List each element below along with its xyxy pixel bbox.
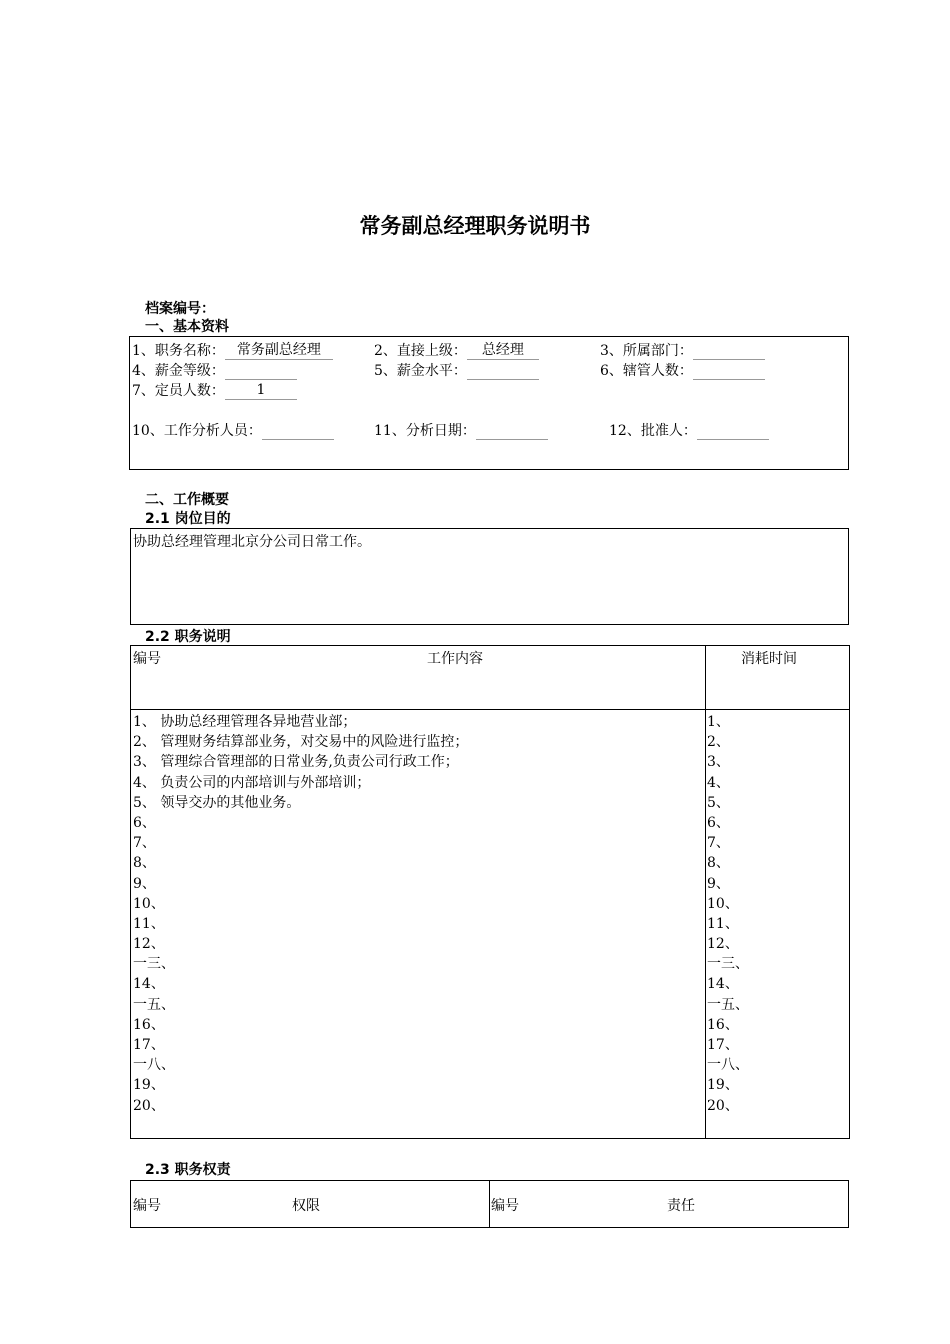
duty-time-item: 5、 xyxy=(707,794,730,811)
duty-time-item: 9、 xyxy=(707,875,730,892)
file-number-label: 档案编号： xyxy=(145,301,215,317)
duties-table xyxy=(130,645,850,1139)
duty-item: 9、 xyxy=(133,875,156,892)
duty-time-item: 16、 xyxy=(707,1016,739,1033)
subordinates-count-value[interactable] xyxy=(693,361,765,380)
approver-field xyxy=(609,421,769,440)
duty-item: 2、 管理财务结算部业务，对交易中的风险进行监控； xyxy=(133,734,469,751)
duty-time-item: 7、 xyxy=(707,835,730,852)
direct-superior-label: 2、直接上级： xyxy=(374,343,467,359)
duty-item: 一八、 xyxy=(133,1057,175,1074)
duty-time-item: 6、 xyxy=(707,814,730,831)
approver-value[interactable] xyxy=(697,421,769,440)
duty-time-item: 12、 xyxy=(707,936,739,953)
rights-col-no1-header: 编号 xyxy=(133,1198,161,1214)
duty-item: 12、 xyxy=(133,936,165,953)
duty-item: 11、 xyxy=(133,915,165,932)
job-title-field xyxy=(132,341,333,360)
duty-time-item: 14、 xyxy=(707,976,739,993)
rights-col-authority-header: 权限 xyxy=(292,1198,320,1214)
salary-level-value[interactable] xyxy=(467,361,539,380)
duty-item: 8、 xyxy=(133,855,156,872)
duty-item: 14、 xyxy=(133,976,165,993)
duty-time-item: 1、 xyxy=(707,714,730,730)
approver-label: 12、批准人： xyxy=(609,423,697,439)
analysis-date-value[interactable] xyxy=(476,421,548,440)
duties-heading: 2.2 职务说明 xyxy=(145,629,231,645)
job-purpose-text: 协助总经理管理北京分公司日常工作。 xyxy=(133,534,371,550)
duty-time-item: 17、 xyxy=(707,1037,739,1053)
duties-time-list xyxy=(707,712,749,1116)
section-work-summary-heading: 二、工作概要 xyxy=(145,492,229,508)
duty-item: 一五、 xyxy=(133,996,175,1013)
duty-time-item: 4、 xyxy=(707,774,730,791)
salary-grade-field xyxy=(132,361,297,380)
subordinates-count-label: 6、辖管人数： xyxy=(600,363,693,379)
duty-item: 16、 xyxy=(133,1016,165,1033)
job-title-value[interactable]: 常务副总经理 xyxy=(225,341,333,360)
duty-item: 3、 管理综合管理部的日常业务,负责公司行政工作； xyxy=(133,754,459,771)
headcount-field xyxy=(132,381,297,400)
duty-item: 5、 领导交办的其他业务。 xyxy=(133,794,301,811)
duty-time-item: 8、 xyxy=(707,855,730,872)
duties-col-time-header: 消耗时间 xyxy=(741,651,797,667)
salary-level-field xyxy=(374,361,539,380)
analysis-date-field xyxy=(374,421,548,440)
headcount-value[interactable]: 1 xyxy=(225,381,297,400)
job-analyst-value[interactable] xyxy=(262,421,334,440)
duty-item: 一三、 xyxy=(133,956,175,973)
duty-time-item: 10、 xyxy=(707,895,739,912)
department-label: 3、所属部门： xyxy=(600,343,693,359)
duty-time-item: 3、 xyxy=(707,754,730,771)
job-purpose-heading: 2.1 岗位目的 xyxy=(145,511,231,527)
duty-time-item: 一五、 xyxy=(707,996,749,1013)
duty-time-item: 一三、 xyxy=(707,956,749,973)
duty-item: 10、 xyxy=(133,895,165,912)
duties-col-content-header: 工作内容 xyxy=(427,651,483,667)
duty-item: 6、 xyxy=(133,814,156,831)
salary-grade-label: 4、薪金等级： xyxy=(132,363,225,379)
rights-table xyxy=(130,1180,849,1228)
duty-item: 19、 xyxy=(133,1077,165,1094)
department-field xyxy=(600,341,765,360)
basic-info-box xyxy=(129,336,849,470)
salary-level-label: 5、薪金水平： xyxy=(374,363,467,379)
job-analyst-field xyxy=(132,421,334,440)
duties-list xyxy=(133,712,468,1116)
analysis-date-label: 11、分析日期： xyxy=(374,423,476,439)
rights-col-no2-header: 编号 xyxy=(491,1198,519,1214)
section-basic-info-heading: 一、基本资料 xyxy=(145,319,229,335)
department-value[interactable] xyxy=(693,341,765,360)
duty-time-item: 19、 xyxy=(707,1077,739,1094)
job-analyst-label: 10、工作分析人员： xyxy=(132,423,262,439)
page-title: 常务副总经理职务说明书 xyxy=(359,214,591,238)
direct-superior-field xyxy=(374,341,539,360)
job-title-label: 1、职务名称： xyxy=(132,343,225,359)
job-purpose-box xyxy=(130,528,849,625)
duty-time-item: 一八、 xyxy=(707,1057,749,1074)
duty-item: 1、 协助总经理管理各异地营业部； xyxy=(133,714,357,730)
duties-col-no-header: 编号 xyxy=(133,651,161,667)
salary-grade-value[interactable] xyxy=(225,361,297,380)
direct-superior-value[interactable]: 总经理 xyxy=(467,341,539,360)
duty-item: 7、 xyxy=(133,835,156,852)
duty-time-item: 2、 xyxy=(707,734,730,751)
rights-col-responsibility-header: 责任 xyxy=(667,1198,695,1214)
subordinates-count-field xyxy=(600,361,765,380)
headcount-label: 7、定员人数： xyxy=(132,383,225,399)
duty-item: 20、 xyxy=(133,1097,165,1114)
rights-heading: 2.3 职务权责 xyxy=(145,1162,231,1178)
duty-time-item: 11、 xyxy=(707,915,739,932)
duty-item: 17、 xyxy=(133,1037,165,1053)
duty-time-item: 20、 xyxy=(707,1097,739,1114)
duty-item: 4、 负责公司的内部培训与外部培训； xyxy=(133,774,371,791)
